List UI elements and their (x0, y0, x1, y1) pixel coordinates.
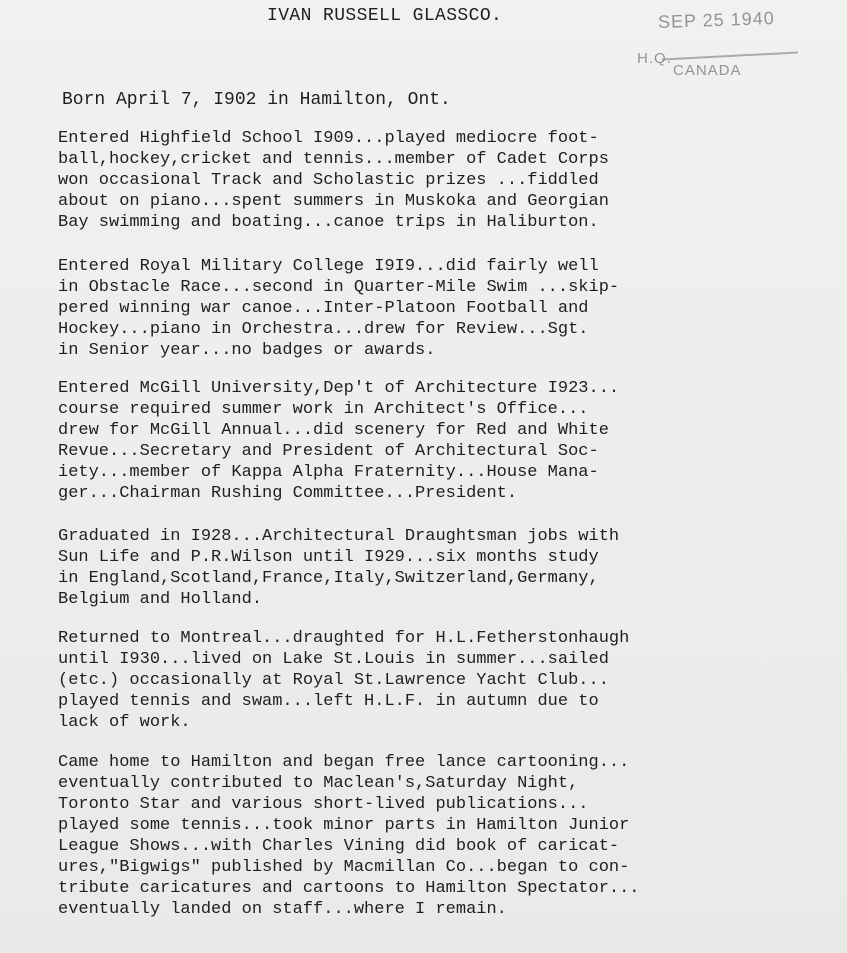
paragraph-line: ures,"Bigwigs" published by Macmillan Co...began to con- (58, 858, 630, 877)
paragraph-line: won occasional Track and Scholastic prizes ...fiddled (58, 171, 599, 190)
paragraph-line: Hockey...piano in Orchestra...drew for Review...Sgt. (58, 320, 589, 339)
paragraph-line: until I930...lived on Lake St.Louis in summer...sailed (58, 650, 609, 669)
paragraph-line: Belgium and Holland. (58, 590, 263, 609)
paragraph-hamilton (58, 752, 818, 920)
paragraph-line: Bay swimming and boating...canoe trips in Haliburton. (58, 213, 599, 232)
paragraph-line: (etc.) occasionally at Royal St.Lawrence Yacht Club... (58, 671, 609, 690)
paragraph-line: Revue...Secretary and President of Architectural Soc- (58, 442, 599, 461)
paragraph-line: in Obstacle Race...second in Quarter-Mile Swim ...skip- (58, 278, 620, 297)
paragraph-line: iety...member of Kappa Alpha Fraternity...House Mana- (58, 463, 599, 482)
paragraph-line: Toronto Star and various short-lived publications... (58, 795, 589, 814)
paragraph-school (58, 128, 818, 233)
paragraph-line: course required summer work in Architect's Office... (58, 400, 589, 419)
paragraph-line: Came home to Hamilton and began free lance cartooning... (58, 753, 630, 772)
paragraph-line: in Senior year...no badges or awards. (58, 341, 436, 360)
paragraph-line: lack of work. (58, 713, 191, 732)
paragraph-line: played some tennis...took minor parts in Hamilton Junior (58, 816, 630, 835)
paragraph-graduation (58, 526, 818, 610)
paragraph-line: Returned to Montreal...draughted for H.L.Fetherstonhaugh (58, 629, 630, 648)
paragraph-line: tribute caricatures and cartoons to Hamilton Spectator... (58, 879, 640, 898)
stamp-divider (662, 51, 798, 60)
paragraph-line: drew for McGill Annual...did scenery for Red and White (58, 421, 609, 440)
paragraph-line: eventually contributed to Maclean's,Saturday Night, (58, 774, 579, 793)
paragraph-line: played tennis and swam...left H.L.F. in autumn due to (58, 692, 599, 711)
date-stamp: SEP 25 1940 (657, 7, 776, 33)
hq-stamp: H.Q. (637, 50, 672, 67)
paragraph-line: about on piano...spent summers in Muskoka and Georgian (58, 192, 609, 211)
paragraph-line: Entered Royal Military College I9I9...did fairly well (58, 257, 599, 276)
paragraph-line: ball,hockey,cricket and tennis...member of Cadet Corps (58, 150, 609, 169)
paragraph-line: Entered Highfield School I909...played mediocre foot- (58, 129, 599, 148)
paragraph-line: Entered McGill University,Dep't of Architecture I923... (58, 379, 620, 398)
paragraph-military-college (58, 256, 818, 361)
country-stamp: CANADA (673, 62, 742, 79)
paragraph-mcgill (58, 378, 818, 504)
paragraph-line: pered winning war canoe...Inter-Platoon Football and (58, 299, 589, 318)
paragraph-montreal (58, 628, 818, 733)
paragraph-line: ger...Chairman Rushing Committee...President. (58, 484, 518, 503)
paragraph-line: Sun Life and P.R.Wilson until I929...six months study (58, 548, 599, 567)
paragraph-line: in England,Scotland,France,Italy,Switzerland,Germany, (58, 569, 599, 588)
paragraph-line: eventually landed on staff...where I remain. (58, 900, 507, 919)
document-title: IVAN RUSSELL GLASSCO. (267, 6, 503, 26)
birth-line: Born April 7, I902 in Hamilton, Ont. (62, 90, 451, 110)
paragraph-line: Graduated in I928...Architectural Draughtsman jobs with (58, 527, 620, 546)
paragraph-line: League Shows...with Charles Vining did book of caricat- (58, 837, 620, 856)
